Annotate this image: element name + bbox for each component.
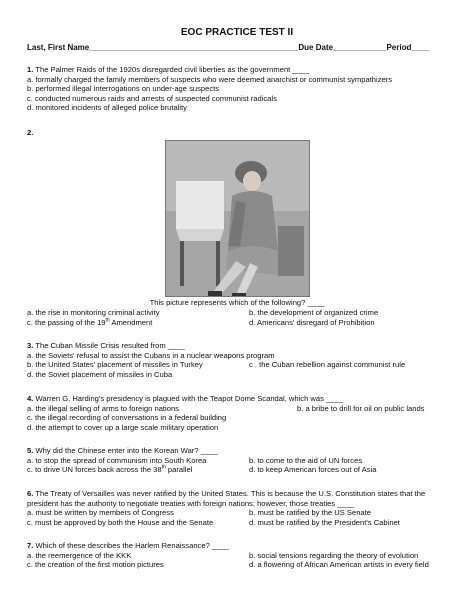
option-a[interactable]: a. the illegal selling of arms to foreign nations	[27, 403, 179, 413]
photo-illustration	[166, 141, 310, 297]
option-b[interactable]: b. must be ratified by the US Senate	[249, 508, 371, 518]
question-stem: Why did the Chinese enter into the Korean War? ____	[35, 446, 218, 455]
ordinal-suffix: th	[105, 317, 110, 324]
option-d[interactable]: d. to keep American forces out of Asia	[249, 465, 377, 475]
question-stem: The Treaty of Versailles was never ratified by the United States. This is because the U.S. Constitution states that the	[35, 489, 426, 498]
ordinal-suffix: th	[161, 464, 166, 471]
question-number: 1.	[27, 65, 34, 74]
question-number: 3.	[27, 341, 34, 350]
question-number: 4.	[27, 394, 34, 403]
question-2-number-block	[27, 128, 452, 138]
period-blank[interactable]: ____	[411, 43, 430, 52]
option-b[interactable]: b. to come to the aid of UN forces	[249, 455, 363, 465]
option-c[interactable]: c. conducted numerous raids and arrests of suspected communist radicals	[27, 93, 277, 103]
option-a[interactable]: a. the rise in monitoring criminal activity	[27, 308, 160, 317]
question-1	[27, 65, 452, 113]
question-6	[27, 489, 452, 527]
question-number: 7.	[27, 541, 34, 550]
due-date-blank[interactable]: ____________	[333, 43, 387, 52]
student-info-line	[27, 43, 447, 53]
period-label: Period	[386, 43, 412, 52]
option-d[interactable]: d. a flowering of African American artists in every field	[249, 560, 429, 570]
option-a[interactable]: a. the reemergence of the KKK	[27, 550, 132, 560]
option-d[interactable]: d. the attempt to cover up a large scale military operation	[27, 422, 219, 432]
option-b[interactable]: b. the development of organized crime	[249, 308, 379, 317]
question-stem: The Cuban Missile Crisis resulted from ____	[35, 341, 185, 350]
question-stem: Which of these describes the Harlem Renaissance? ____	[35, 541, 229, 550]
question-5	[27, 446, 452, 475]
option-b[interactable]: b. social tensions regarding the theory of evolution	[249, 550, 419, 560]
page-title: EOC PRACTICE TEST II	[180, 27, 294, 38]
question-4	[27, 394, 452, 432]
option-d[interactable]: d. the Soviet placement of missiles in Cuba	[27, 369, 173, 379]
question-number: 5.	[27, 446, 34, 455]
question-stem: The Palmer Raids of the 1920s disregarded civil liberties as the government ____	[35, 65, 310, 74]
option-c-text: c. to drive UN forces back across the 38	[27, 465, 162, 475]
name-blank[interactable]: _______________________________________________	[89, 43, 299, 52]
option-c-text-end: parallel	[165, 465, 193, 475]
option-a[interactable]: a. formally charged the family members of suspects who were deemed anarchist or communist sympathizers	[27, 74, 393, 84]
question-3	[27, 341, 452, 379]
option-c[interactable]	[27, 465, 249, 475]
option-a[interactable]: a. to stop the spread of communism into South Korea	[27, 455, 207, 465]
option-b[interactable]: b. the United States' placement of missiles in Turkey	[27, 360, 203, 370]
question-2-options	[27, 308, 452, 327]
option-d[interactable]: d. must be ratified by the President's Cabinet	[249, 517, 400, 527]
historical-photograph	[165, 140, 310, 297]
option-d[interactable]: d. monitored incidents of alleged police brutality	[27, 103, 187, 113]
question-stem: Warren G. Harding's presidency is plagued with the Teapot Dome Scandal, which was ____	[35, 394, 343, 403]
option-a[interactable]: a. must be written by members of Congress	[27, 508, 174, 518]
option-c-text: c. the passing of the 19	[27, 317, 106, 327]
question-stem-continued: president has the authority to negotiate treaties with foreign nations; however, those treaties ____	[27, 498, 355, 508]
option-c[interactable]: c. the creation of the first motion pictures	[27, 560, 164, 570]
option-b[interactable]: b. a bribe to drill for oil on public lands	[297, 403, 425, 413]
question-number: 6.	[27, 489, 34, 498]
option-d[interactable]: d. Americans' disregard of Prohibition	[249, 317, 375, 327]
due-date-label: Due Date	[298, 43, 334, 52]
option-a[interactable]: a. the Soviets' refusal to assist the Cubans in a nuclear weapons program	[27, 350, 275, 360]
option-c[interactable]: c . the Cuban rebellion against communist rule	[249, 360, 406, 370]
option-b[interactable]: b. performed illegal interrogations on under-age suspects	[27, 84, 220, 94]
photo-caption: This picture represents which of the following? ____	[149, 298, 325, 307]
question-7	[27, 541, 452, 570]
option-c[interactable]: c. the illegal recording of conversations in a federal building	[27, 413, 227, 423]
option-c[interactable]	[27, 318, 249, 328]
question-number: 2.	[27, 128, 34, 137]
option-c[interactable]: c. must be approved by both the House and the Senate	[27, 517, 214, 527]
option-c-text-end: Amendment	[109, 317, 153, 327]
name-label: Last, First Name	[27, 43, 90, 52]
